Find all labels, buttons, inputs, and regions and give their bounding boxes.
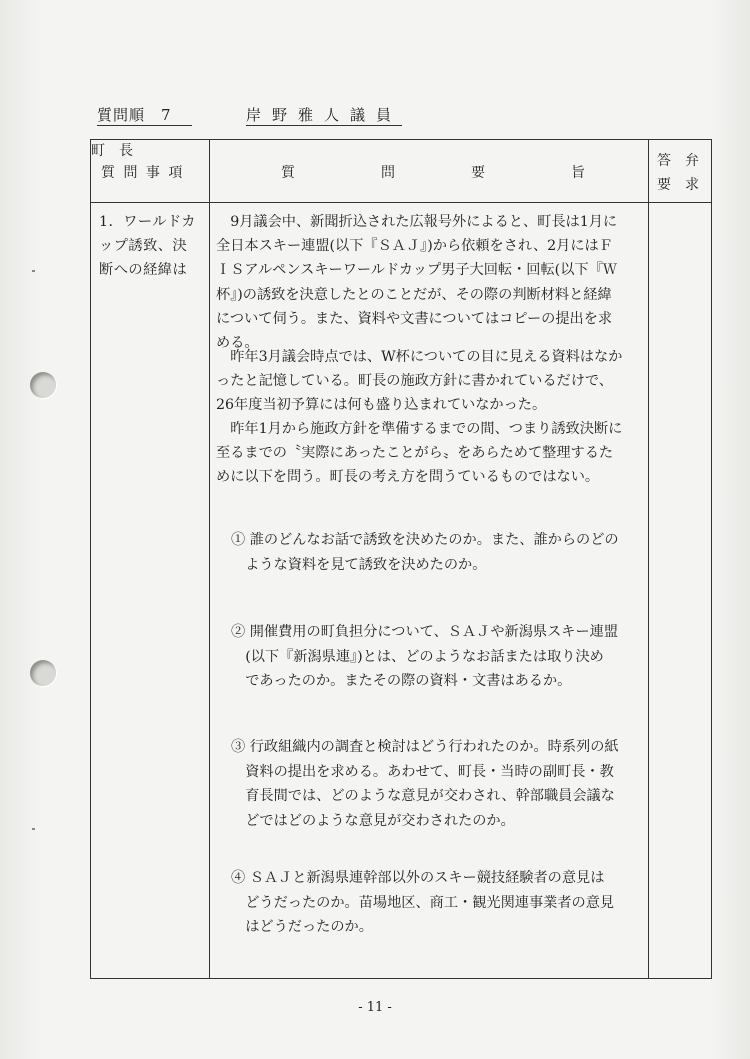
topic-line: ップ誘致、決 bbox=[99, 238, 188, 255]
intro-paragraph bbox=[216, 345, 648, 418]
text-line: ④ ＳＡＪと新潟県連幹部以外のスキー競技経験者の意見は bbox=[231, 870, 605, 886]
intro-paragraph bbox=[216, 417, 648, 490]
question-table bbox=[90, 139, 712, 979]
text-line: 9月議会中、新聞折込された広報号外によると、町長は1月に bbox=[216, 214, 618, 230]
text-line: 全日本スキー連盟(以下『ＳＡＪ』)から依頼をされ、2月にはＦ bbox=[216, 238, 613, 255]
header-summary-char: 旨 bbox=[571, 165, 585, 181]
header-respondent-char: 要 bbox=[657, 177, 671, 193]
council-member-name: 岸野雅人議員 bbox=[246, 106, 403, 124]
text-line: 杯』)の誘致を決意したとのことだが、その際の判断材料と経緯 bbox=[216, 286, 612, 303]
text-line: ったと記憶している。町長の施政方針に書かれているだけで、 bbox=[216, 373, 613, 390]
topic-line: 断への経緯は bbox=[99, 262, 188, 279]
header-topic: 質 問 事 項 bbox=[101, 165, 185, 181]
margin-mark bbox=[32, 828, 35, 830]
sub-question bbox=[231, 528, 651, 577]
text-line: ② 開催費用の町負担分について、ＳＡＪや新潟県スキー連盟 bbox=[231, 624, 619, 640]
header-respondent-char: 弁 bbox=[685, 153, 699, 169]
text-line: めに以下を問う。町長の考え方を問うているものではない。 bbox=[216, 469, 600, 486]
text-line: ① 誰のどんなお話で誘致を決めたのか。また、誰からのどの bbox=[231, 532, 619, 548]
sub-question bbox=[231, 735, 651, 833]
text-line: 26年度当初予算には何も盛り込まれていなかった。 bbox=[216, 397, 547, 414]
header-summary-char: 質 bbox=[281, 165, 295, 181]
text-line: はどうだったのか。 bbox=[231, 919, 373, 935]
text-line: どではどのような意見が交わされたのか。 bbox=[231, 812, 515, 829]
question-order-label: 質問順 7 bbox=[97, 104, 192, 126]
text-line: ＩＳアルペンスキーワールドカップ男子大回転・回転(以下『Ｗ bbox=[216, 262, 617, 279]
header-summary-char: 問 bbox=[381, 165, 395, 181]
question-topic bbox=[99, 210, 211, 283]
header-respondent-char: 求 bbox=[685, 177, 699, 193]
intro-paragraph bbox=[216, 210, 648, 355]
text-line: 育長間では、どのような意見が交わされ、幹部職員会議な bbox=[231, 788, 615, 804]
margin-mark bbox=[32, 270, 35, 272]
header-respondent-char: 答 bbox=[657, 153, 671, 169]
text-line: について伺う。また、資料や文書についてはコピーの提出を求 bbox=[216, 310, 613, 327]
punch-hole bbox=[30, 660, 56, 686]
header-summary-char: 要 bbox=[471, 165, 485, 181]
sub-question bbox=[231, 866, 651, 940]
text-line: どうだったのか。苗場地区、商工・観光関連事業者の意見 bbox=[231, 894, 615, 911]
topic-line: 1．ワールドカ bbox=[99, 214, 196, 230]
header-divider bbox=[91, 202, 711, 203]
punch-hole bbox=[30, 372, 56, 398]
text-line: ③ 行政組織内の調査と検討はどう行われたのか。時系列の紙 bbox=[231, 739, 619, 755]
text-line: める。 bbox=[216, 335, 259, 352]
text-line: であったのか。またその際の資料・文書はあるか。 bbox=[231, 673, 572, 689]
text-line: 至るまでの〝実際にあったことがら〟をあらためて整理するた bbox=[216, 445, 614, 462]
sub-question bbox=[231, 620, 651, 694]
respondent: 町長 bbox=[91, 143, 147, 159]
text-line: ような資料を見て誘致を決めたのか。 bbox=[231, 556, 487, 573]
text-line: 昨年3月議会時点では、W杯についての目に見える資料はなか bbox=[216, 349, 623, 365]
page-number: - 11 - bbox=[358, 1000, 392, 1015]
text-line: (以下『新潟県連』)とは、どのようなお話または取り決め bbox=[231, 648, 604, 665]
text-line: 昨年1月から施政方針を準備するまでの間、つまり誘致決断に bbox=[216, 421, 623, 437]
text-line: 資料の提出を求める。あわせて、町長・当時の副町長・教 bbox=[231, 763, 614, 780]
